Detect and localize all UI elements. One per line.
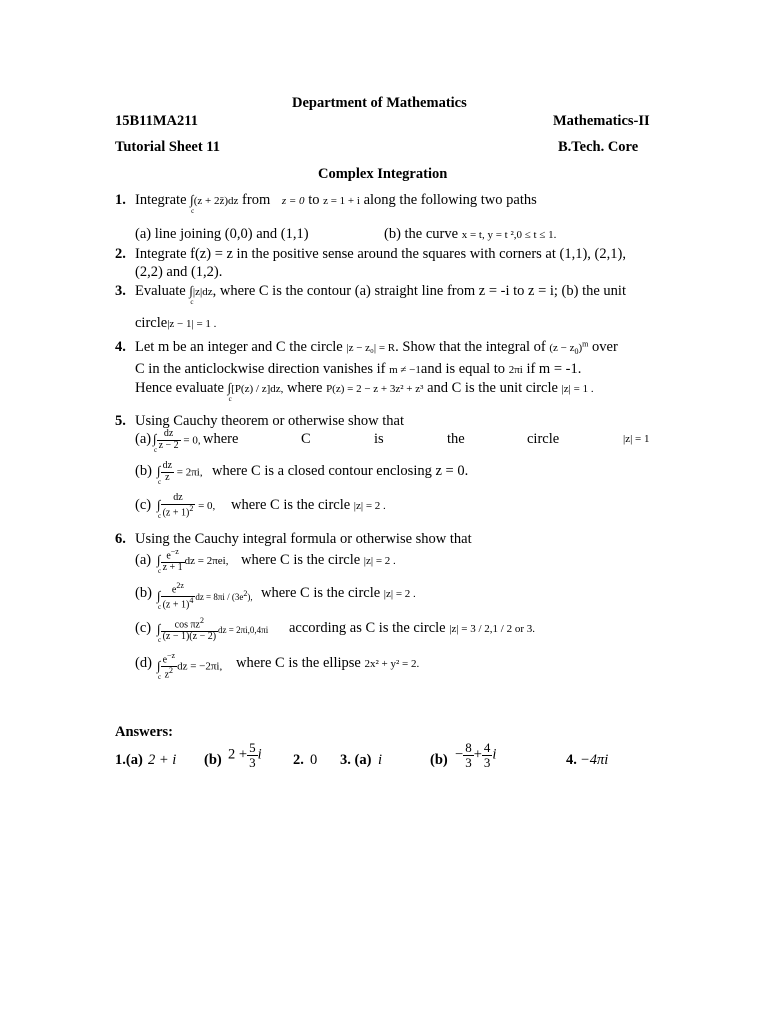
program-label: B.Tech. Core	[558, 139, 639, 155]
answer1a-label: 1.(a)	[115, 752, 143, 768]
answer3b-value: − $\frac{8}{3}$ + $\frac{4}{3}$ i	[455, 740, 497, 770]
q4-formula-unit: |z| = 1 .	[561, 383, 594, 395]
q3-line2	[135, 315, 216, 332]
q5a-word-where: where	[203, 431, 239, 447]
q5c-fraction: $\frac{dz}{(z + 1)^2}$	[162, 492, 194, 518]
q4-text-unit-circle: and C is the unit circle	[427, 380, 558, 396]
q5b-integral: ∫ c	[157, 463, 162, 487]
q6-intro: Using the Cauchy integral formula or otherwise show that	[135, 531, 472, 547]
q4-integral: ∫ c	[227, 380, 232, 403]
q4-formula-polynomial: P(z) = 2 − z + 3z² + z³	[326, 383, 424, 395]
q1-integrand: (z + 2z̄)dz	[193, 195, 239, 207]
q3-line1	[135, 283, 626, 306]
q6b-circle-formula: |z| = 2 .	[383, 588, 416, 600]
q6b-integral: ∫ c	[157, 587, 162, 611]
q6d-integral: ∫ c	[157, 657, 162, 681]
q6c-fraction: $\frac{\cos \pi z^2}{(z - 1)(z - 2)}$	[162, 616, 217, 642]
q1-text-paths: along the following two paths	[363, 192, 537, 208]
q1-text: Integrate	[135, 192, 187, 208]
answer1b-fraction: $\frac{5}{3}$	[249, 740, 256, 770]
q4-formula-circle: |z − z₀| = R	[346, 342, 396, 354]
q4-text-over: over	[592, 339, 618, 355]
q5c-text-where: where C is the circle	[231, 497, 351, 513]
q5a-word-the: the	[447, 431, 465, 447]
q6b-formula: ∫ c $\frac{e^{2z}}{(z + 1)^4}$ dz = $8\pi i / (3e^2)$,	[157, 581, 253, 611]
q5a-integral: ∫ c	[153, 431, 158, 455]
q5a-formula: ∫ c $\frac{dz}{z - 2}$ = 0,	[153, 428, 201, 455]
q3-integrand: |z|dz	[192, 286, 213, 298]
q3-text: Evaluate	[135, 283, 186, 299]
q5c-formula: ∫ c $\frac{dz}{(z + 1)^2}$ = 0,	[157, 492, 216, 520]
answer4-value: −4πi	[580, 752, 609, 768]
q6a-circle-formula: |z| = 2 .	[363, 555, 396, 567]
q4-number: 4.	[115, 339, 126, 355]
q4-formula-2pii: 2πi	[508, 364, 523, 376]
q1-formula-end: z = 1 + i	[323, 195, 360, 207]
answer3b-fraction-real: $\frac{8}{3}$	[465, 740, 472, 770]
q5c-text	[231, 497, 386, 514]
q1-number: 1.	[115, 192, 126, 208]
topic-title: Complex Integration	[318, 166, 448, 182]
q4-text: Let m be an integer and C the circle	[135, 339, 343, 355]
q5b-fraction: $\frac{dz}{z}$	[162, 460, 173, 483]
q6b-fraction: $\frac{e^{2z}}{(z + 1)^4}$	[162, 581, 194, 611]
q1-part-b-formula: x = t, y = t ²,0 ≤ t ≤ 1.	[461, 229, 557, 241]
q6d-label: (d)	[135, 655, 152, 671]
q1-part-a: (a) line joining (0,0) and (1,1)	[135, 226, 309, 242]
answer1a-value: 2 + i	[148, 752, 177, 768]
q6d-text	[236, 655, 419, 672]
q4-text-where: where	[287, 380, 323, 396]
q5b-text: where C is a closed contour enclosing z = 0.	[212, 463, 469, 479]
q5c-integral: ∫ c	[157, 497, 162, 520]
q6c-integral: ∫ c	[157, 621, 162, 644]
q6b-text-where: where C is the circle	[261, 585, 381, 601]
q5a-word-circle: circle	[527, 431, 560, 447]
answer3b-fraction-imag: $\frac{4}{3}$	[483, 740, 491, 770]
q4-formula-m: m ≠ −1	[389, 364, 421, 376]
q3-formula: |z − 1| = 1 .	[167, 318, 217, 330]
q4-integrand: [P(z) / z]dz,	[231, 383, 284, 395]
q4-line2	[135, 361, 581, 378]
q2-line1: Integrate f(z) = z in the positive sense around the squares with corners at (1,1), (2,1),	[135, 246, 626, 262]
department-title: Department of Mathematics	[292, 95, 467, 111]
q6c-circle-formula: |z| = 3 / 2,1 / 2 or 3.	[449, 623, 536, 635]
q6c-formula: ∫ c $\frac{\cos \pi z^2}{(z - 1)(z - 2)}$ dz = 2πi,0,4πi	[157, 616, 269, 644]
q3-integral: ∫ c	[189, 283, 194, 306]
q5a-word-c: C	[301, 431, 311, 447]
q4-text-if: if m = -1.	[526, 361, 582, 377]
q5a-circle-formula: |z| = 1	[623, 433, 650, 445]
q3-text-rest: , where C is the contour (a) straight line from z = -i to z = i; (b) the unit	[212, 283, 626, 299]
q6a-text-where: where C is the circle	[241, 552, 361, 568]
q6a-fraction: $\frac{e^{-z}}{z + 1}$	[162, 547, 183, 573]
answer1b-label: (b)	[204, 752, 222, 768]
q1-part-b	[384, 226, 556, 243]
course-name: Mathematics-II	[553, 113, 650, 129]
q2-line2: (2,2) and (1,2).	[135, 264, 223, 280]
answer3a-label: 3. (a)	[340, 752, 372, 768]
q5b-label: (b)	[135, 463, 152, 479]
answer2-value: 0	[310, 752, 318, 768]
q4-line3	[135, 380, 594, 403]
q3-number: 3.	[115, 283, 126, 299]
q6c-text	[289, 620, 535, 637]
q4-formula-power: $(z - z_0)^m$	[549, 339, 589, 357]
q5b-formula: ∫ c $\frac{dz}{z}$ = 2πi,	[157, 460, 203, 487]
q6b-text	[261, 585, 416, 602]
q5a-fraction: $\frac{dz}{z - 2}$	[158, 428, 179, 451]
q5-intro: Using Cauchy theorem or otherwise show that	[135, 413, 405, 429]
q1-text-from: from	[242, 192, 271, 208]
q5-number: 5.	[115, 413, 126, 429]
q6a-formula: ∫ c $\frac{e^{-z}}{z + 1}$ dz = 2πei,	[157, 547, 229, 575]
q6b-label: (b)	[135, 585, 152, 601]
answers-heading: Answers:	[115, 724, 173, 740]
q6d-fraction: $\frac{e^{-z}}{z^2}$	[162, 651, 176, 681]
q4-text-show: . Show that the integral of	[395, 339, 546, 355]
q5a-label: (a)	[135, 431, 152, 447]
q6d-formula: ∫ c $\frac{e^{-z}}{z^2}$ dz = −2πi,	[157, 651, 223, 681]
q5c-circle-formula: |z| = 2 .	[353, 500, 386, 512]
answer1b-value: 2 + $\frac{5}{3}$ i	[228, 740, 262, 770]
q6a-text	[241, 552, 396, 569]
q6c-label: (c)	[135, 620, 152, 636]
q1-line1	[135, 192, 537, 215]
q6c-text-according: according as C is the circle	[289, 620, 446, 636]
answer3a-value: i	[378, 752, 383, 768]
q3-text-circle: circle	[135, 315, 168, 331]
q6d-ellipse-formula: 2x² + y² = 2.	[364, 658, 420, 670]
q5a-word-is: is	[374, 431, 384, 447]
q6d-text-where: where C is the ellipse	[236, 655, 361, 671]
q4-text-anticlockwise: C in the anticlockwise direction vanishes if	[135, 361, 386, 377]
q4-text-equal: and is equal to	[420, 361, 506, 377]
course-code: 15B11MA211	[115, 113, 198, 129]
answer2-label: 2.	[293, 752, 304, 768]
sheet-title: Tutorial Sheet 11	[115, 139, 221, 155]
q1-text-to: to	[308, 192, 320, 208]
q5c-label: (c)	[135, 497, 152, 513]
answer4-label: 4.	[566, 752, 577, 768]
q6a-integral: ∫ c	[157, 552, 162, 575]
q4-text-hence: Hence evaluate	[135, 380, 224, 396]
answer3b-label: (b)	[430, 752, 448, 768]
q2-number: 2.	[115, 246, 126, 262]
q4-line1	[135, 339, 618, 356]
q1-integral: ∫ c	[190, 192, 195, 215]
q1-formula-start: z = 0	[281, 195, 305, 207]
q1-part-b-text: (b) the curve	[384, 226, 459, 242]
q6-number: 6.	[115, 531, 126, 547]
q6a-label: (a)	[135, 552, 152, 568]
